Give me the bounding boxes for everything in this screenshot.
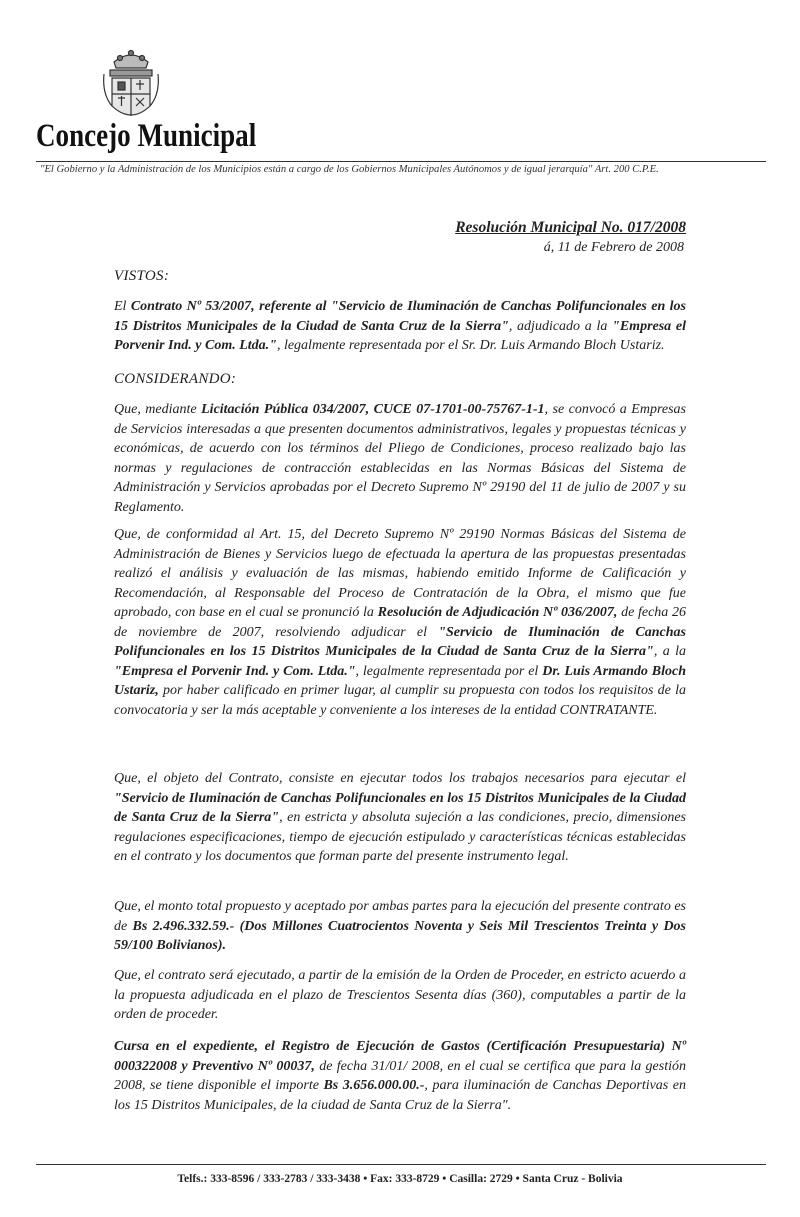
p5-text-a: Que, el monto total propuesto y aceptado por ambas partes para la ejecución del presente contrato es de <box>114 899 686 934</box>
p3-service-name: "Servicio de Iluminación de Canchas Polifuncionales en los 15 Distritos Municipales de la Ciudad de Santa Cruz de la Sierra" <box>114 624 686 659</box>
p3-resolution-ref: Resolución de Adjudicación Nº 036/2007, <box>377 605 618 620</box>
p1-text-e: , legalmente representada por el Sr. Dr. Luis Armando Bloch Ustariz. <box>276 338 665 353</box>
p1-company: "Empresa el Porvenir Ind. y Com. Ltda." <box>114 318 686 353</box>
p7-text-b: de fecha 31/01/ 2008, en el cual se certifica que para la gestión 2008, se tiene disponible el importe <box>114 1058 686 1093</box>
p1-text-c: , adjudicado a la <box>508 318 613 334</box>
considerando-heading: CONSIDERANDO: <box>114 371 237 387</box>
p7-available-amount: Bs 3.656.000.00.- <box>323 1078 425 1093</box>
p3-representative: Dr. Luis Armando Bloch Ustariz, <box>114 663 687 698</box>
resolution-number: Resolución Municipal No. 017/2008 <box>455 219 686 236</box>
coat-of-arms-icon <box>100 44 162 128</box>
p3-text-e: , a la <box>653 644 686 659</box>
paragraph-amount <box>114 897 686 956</box>
p3-text-a: Que, de conformidad al Art. 15, del Decreto Supremo Nº 29190 Normas Básicas del Sistema de Administración de Bienes y Servicios luego de efectuada la apertura de las propuestas presentadas realizó el análisis y evaluación de las mismas, habiendo emitido Informe de Calificación y Recomendación, al Responsable del Proceso de Contratación de la Obra, el mismo que fue aprobado, con base en el cual se pronunció la <box>114 527 686 620</box>
p7-budget-ref: Cursa en el expediente, el Registro de Ejecución de Gastos (Certificación Presupuestaria) Nº 000322008 y Preventivo Nº 00037, <box>114 1039 686 1074</box>
resolution-date: á, 11 de Febrero de 2008 <box>543 240 684 255</box>
paragraph-execution-term <box>114 966 686 1025</box>
paragraph-adjudication <box>114 525 686 720</box>
p4-service-name: "Servicio de Iluminación de Canchas Polifuncionales en los 15 Distritos Municipales de la Ciudad de Santa Cruz de la Sierra" <box>114 790 686 825</box>
p6-text-a: Que, el contrato será ejecutado, a partir de la emisión de la Orden de Proceder, en estricto acuerdo a la propuesta adjudicada en el plazo de Trescientos Sesenta días (360), computables a partir de la orden de proceder. <box>114 968 686 1022</box>
p3-company: "Empresa el Porvenir Ind. y Com. Ltda." <box>114 663 356 679</box>
p1-contract-ref: Contrato Nº 53/2007, referente al "Servicio de Iluminación de Canchas Polifuncionales en los 15 Distritos Municipales de la Ciudad de Santa Cruz de la Sierra" <box>114 299 686 334</box>
p2-tender-ref: Licitación Pública 034/2007, CUCE 07-1701-00-75767-1-1 <box>201 402 545 417</box>
vistos-heading: VISTOS: <box>114 268 170 284</box>
p4-text-c: , en estricta y absoluta sujeción a las condiciones, precio, dimensiones regulaciones especificaciones, tiempo de ejecución estipulado y características técnicas establecidas en el contrato y los documentos que forman parte del presente instrumento legal. <box>114 810 686 864</box>
p3-text-c: de fecha 26 de noviembre de 2007, resolviendo adjudicar el <box>114 605 687 640</box>
footer-contact: Telfs.: 333-8596 / 333-2783 / 333-3438 • Fax: 333-8729 • Casilla: 2729 • Santa Cruz - Bolivia <box>177 1173 623 1185</box>
paragraph-tender <box>114 400 686 517</box>
p2-text-a: Que, mediante <box>114 402 202 417</box>
p2-text-c: , se convocó a Empresas de Servicios interesadas a que presenten documentos administrativos, legales y propuestas técnicas y económicas, de acuerdo con los términos del Pliego de Condiciones, proceso realizado bajo las normas y regulaciones de contracción establecidas en las Normas Básicas del Sistema de Administración y Servicios aprobadas por el Decreto Supremo Nº 29190 del 11 de julio de 2007 y su Reglamento. <box>114 402 686 515</box>
p3-text-i: por haber calificado en primer lugar, al cumplir su propuesta con todos los requisitos de la convocatoria y ser la más aceptable y conveniente a los intereses de la entidad CONTRATANTE. <box>114 683 686 718</box>
p1-text-a: El <box>114 299 131 314</box>
footer-divider <box>36 1164 766 1165</box>
paragraph-contract <box>114 297 686 356</box>
institution-title: Concejo Municipal <box>36 118 257 154</box>
paragraph-budget <box>114 1037 686 1115</box>
p7-text-d: , para iluminación de Canchas Deportivas en los 15 Distritos Municipales, de la ciudad de Santa Cruz de la Sierra". <box>114 1078 686 1113</box>
constitutional-motto: "El Gobierno y la Administración de los Municipios están a cargo de los Gobiernos Municipales Autónomos y de igual jerarquía" Art. 200 C.P.E. <box>40 164 659 175</box>
header-divider <box>36 161 766 162</box>
p5-amount: Bs 2.496.332.59.- (Dos Millones Cuatrocientos Noventa y Seis Mil Trescientos Treinta y Dos 59/100 Bolivianos). <box>114 918 686 953</box>
p3-text-g: , legalmente representada por el <box>355 663 543 679</box>
paragraph-contract-object <box>114 769 686 867</box>
p4-text-a: Que, el objeto del Contrato, consiste en ejecutar todos los trabajos necesarios para ejecutar el <box>114 771 686 786</box>
